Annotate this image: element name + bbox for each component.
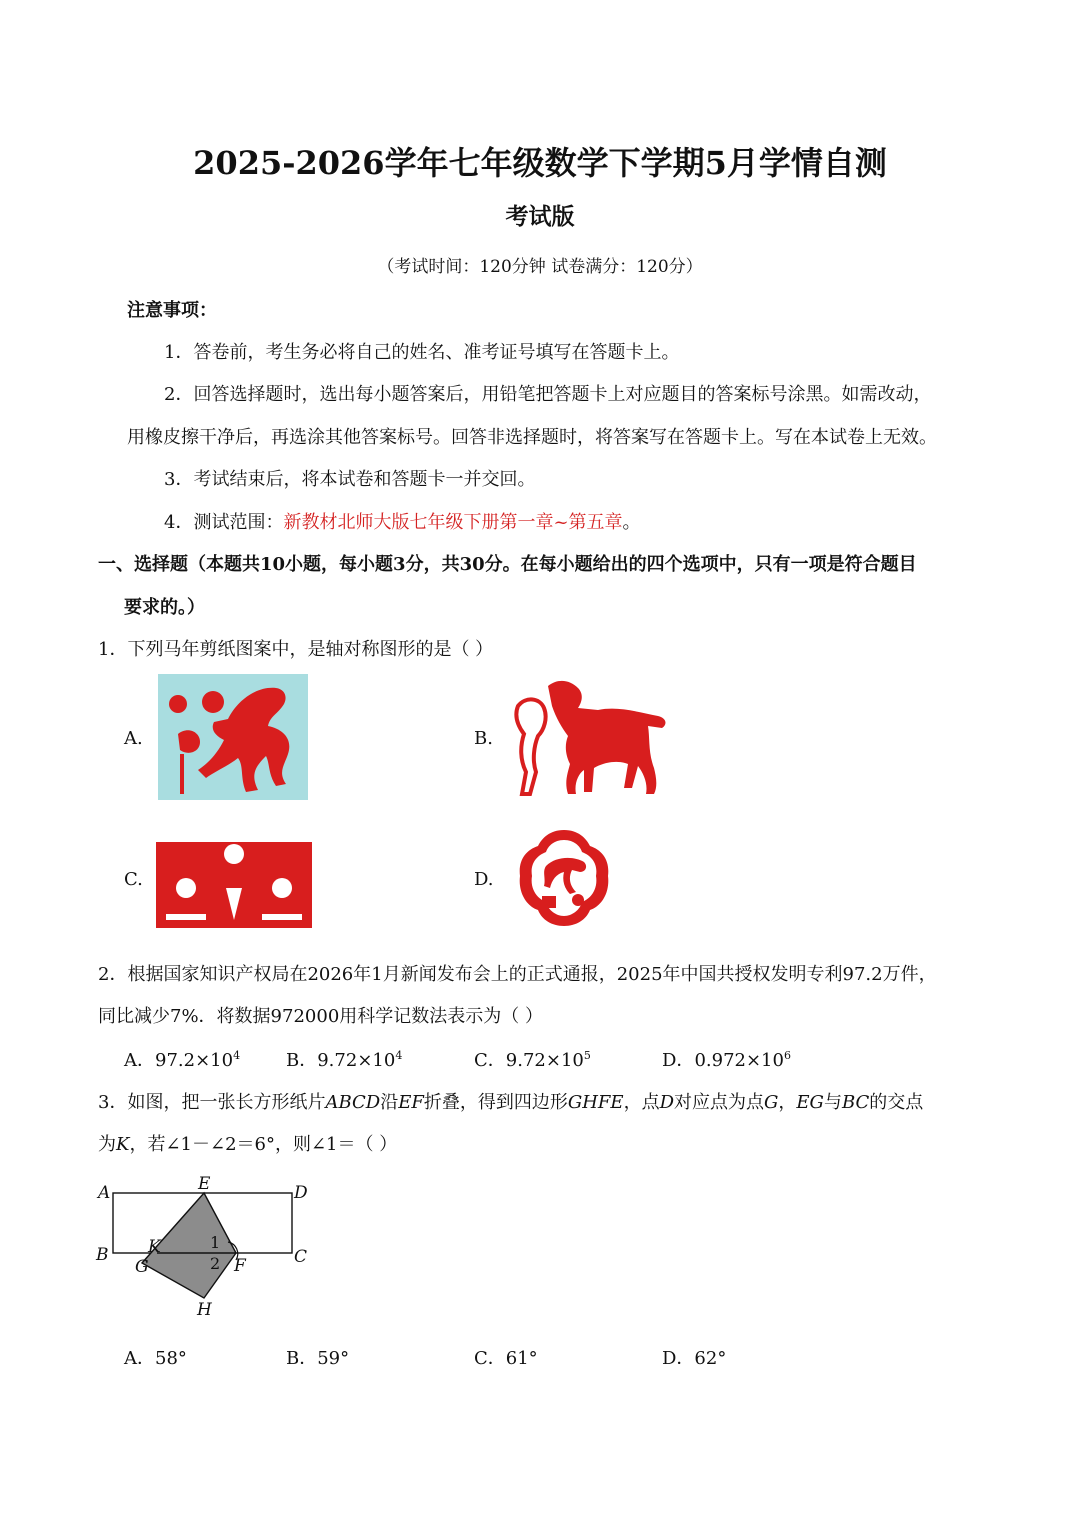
q3-option-d: D．62° xyxy=(662,1348,727,1369)
section-1-heading-cont: 要求的。） xyxy=(124,597,205,618)
q1-option-b-label: B. xyxy=(474,728,493,749)
q3-text-1: 3．如图，把一张长方形纸片 xyxy=(98,1092,326,1113)
q1-option-c-image xyxy=(156,828,312,928)
q3-text-7: 与 xyxy=(823,1092,842,1113)
q3-text-2: 沿 xyxy=(380,1092,399,1113)
q1-option-d-label: D. xyxy=(474,869,494,890)
label-d: D xyxy=(294,1183,308,1203)
note-item-2-cont: 用橡皮擦干净后，再选涂其他答案标号。回答非选择题时，将答案写在答题卡上。写在本试卷上无效。 xyxy=(127,427,937,448)
label-b: B xyxy=(96,1245,109,1265)
q3-text-9: 为 xyxy=(98,1134,116,1155)
q3-ef: EF xyxy=(398,1092,424,1113)
question-3-line-1 xyxy=(98,1088,923,1114)
question-2-line-1: 2．根据国家知识产权局在2026年1月新闻发布会上的正式通报，2025年中国共授权发明专利97.2万件， xyxy=(98,964,937,985)
q3-k: K xyxy=(116,1134,130,1155)
q2-option-b-mantissa: 9.72×10 xyxy=(317,1050,396,1071)
question-2-line-2: 同比减少7%．将数据972000用科学记数法表示为（ ） xyxy=(98,1006,543,1027)
q2-option-d-label: D． xyxy=(662,1050,695,1071)
q3-option-a: A．58° xyxy=(124,1348,187,1369)
test-scope: 新教材北师大版七年级下册第一章~第五章 xyxy=(283,512,623,533)
q3-text-10: ，若∠1－∠2＝6°，则∠1＝（ ） xyxy=(129,1134,398,1155)
label-f: F xyxy=(234,1256,246,1276)
note-item-1: 1．答卷前，考生务必将自己的姓名、准考证号填写在答题卡上。 xyxy=(164,342,680,363)
q2-option-a-label: A． xyxy=(124,1050,155,1071)
q1-option-a-image xyxy=(158,674,308,800)
q2-option-d-mantissa: 0.972×10 xyxy=(694,1050,784,1071)
note-item-4-suffix: 。 xyxy=(622,512,641,533)
label-k: K xyxy=(148,1237,161,1257)
exam-version: 考试版 xyxy=(505,203,575,230)
q3-text-3: 折叠，得到四边形 xyxy=(423,1092,568,1113)
label-g: G xyxy=(135,1257,149,1277)
q3-d: D xyxy=(659,1092,675,1113)
q2-option-d-exponent: 6 xyxy=(783,1049,791,1062)
q3-option-b: B．59° xyxy=(286,1348,350,1369)
q2-option-a-mantissa: 97.2×10 xyxy=(155,1050,234,1071)
q1-option-b-image xyxy=(508,676,670,798)
q3-text-6: ， xyxy=(778,1092,797,1113)
q3-text-8: 的交点 xyxy=(869,1092,924,1113)
q1-option-c-label: C. xyxy=(124,869,143,890)
horse-paper-cut-c-icon xyxy=(156,828,312,928)
q3-figure xyxy=(90,1170,330,1320)
q3-text-5: 对应点为点 xyxy=(674,1092,765,1113)
note-item-4-prefix: 4．测试范围： xyxy=(164,512,284,533)
horse-paper-cut-b-icon xyxy=(508,676,670,798)
q2-option-a xyxy=(124,1046,240,1072)
q2-option-c xyxy=(474,1046,591,1072)
question-1-stem: 1．下列马年剪纸图案中，是轴对称图形的是（ ） xyxy=(98,639,494,660)
label-c: C xyxy=(294,1247,308,1267)
angle-1-label: 1 xyxy=(210,1233,221,1252)
exam-info: （考试时间：120分钟 试卷满分：120分） xyxy=(377,257,703,277)
note-item-4 xyxy=(164,508,641,534)
page-title: 2025-2026学年七年级数学下学期5月学情自测 xyxy=(193,144,887,182)
q3-eg: EG xyxy=(796,1092,824,1113)
q2-option-c-mantissa: 9.72×10 xyxy=(505,1050,584,1071)
horse-paper-cut-d-icon xyxy=(516,826,612,930)
q3-option-c: C．61° xyxy=(474,1348,538,1369)
q3-ghfe: GHFE xyxy=(567,1092,624,1113)
angle-2-label: 2 xyxy=(210,1254,221,1273)
folded-rectangle-diagram xyxy=(90,1170,330,1320)
label-h: H xyxy=(197,1300,212,1320)
section-1-heading: 一、选择题（本题共10小题，每小题3分，共30分。在每小题给出的四个选项中，只有一项是符合题目 xyxy=(98,554,917,575)
q2-option-b-label: B． xyxy=(286,1050,318,1071)
q2-option-c-label: C． xyxy=(474,1050,506,1071)
q2-option-a-exponent: 4 xyxy=(233,1049,241,1062)
label-a: A xyxy=(98,1183,111,1203)
q3-abcd: ABCD xyxy=(325,1092,381,1113)
q3-bc: BC xyxy=(841,1092,870,1113)
q3-text-4: ，点 xyxy=(623,1092,660,1113)
horse-paper-cut-a-icon xyxy=(158,674,308,800)
q2-option-c-exponent: 5 xyxy=(583,1049,591,1062)
notes-heading: 注意事项： xyxy=(127,300,217,321)
question-3-line-2 xyxy=(98,1130,397,1156)
q2-option-b-exponent: 4 xyxy=(395,1049,403,1062)
note-item-2: 2．回答选择题时，选出每小题答案后，用铅笔把答题卡上对应题目的答案标号涂黑。如需改动， xyxy=(164,384,932,405)
q1-option-d-image xyxy=(516,826,612,930)
q2-option-d xyxy=(662,1046,791,1072)
label-e: E xyxy=(198,1174,211,1194)
q3-g: G xyxy=(764,1092,779,1113)
q1-option-a-label: A. xyxy=(124,728,143,749)
note-item-3: 3．考试结束后，将本试卷和答题卡一并交回。 xyxy=(164,469,536,490)
q2-option-b xyxy=(286,1046,402,1072)
